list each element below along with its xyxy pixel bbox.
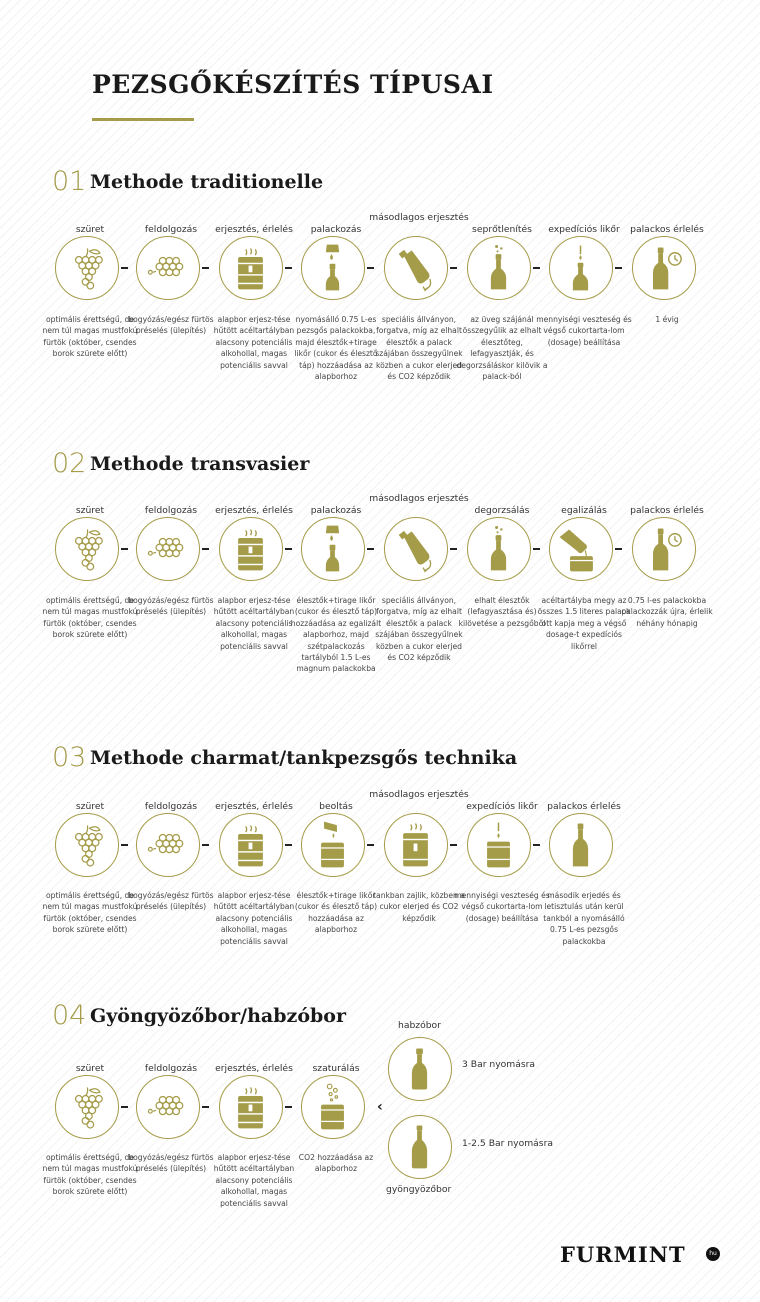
step-description: nyomásálló 0.75 L-es pezsgős palackokba, majd élesztők+tirage likőr (cukor és élesztő táp) hozzáadása az alapborhoz	[294, 315, 378, 382]
step-label: seprőtlenítés	[472, 224, 532, 235]
brand-suffix: hu	[706, 1247, 720, 1261]
step-description: második erjedés és letisztulás után kerül tankból a nyomásálló 0.75 L-es pezsgős palackokba	[543, 891, 625, 946]
step-connector	[285, 844, 292, 846]
step-description: 0.75 l-es palackokba palackozzák újra, érlelik néhány hónapig	[621, 596, 713, 628]
step-connector	[450, 844, 457, 846]
bottle-icon	[549, 813, 613, 877]
outcome-note: 3 Bar nyomásra	[462, 1059, 536, 1070]
step-description: alapbor erjesz-tése hűtött acéltartályban alacsony potenciális alkohollal, magas potenciális savval	[213, 596, 295, 651]
step-label: másodlagos erjesztés	[369, 212, 469, 223]
step-description: elhalt élesztők (lefagyasztása és) kilövetése a pezsgőből	[458, 596, 546, 628]
step-connector	[615, 267, 622, 269]
step-label: palackos érlelés	[630, 505, 704, 516]
step-label: palackozás	[310, 505, 362, 516]
step-description: optimális érettségű, de nem túl magas mustfokú fürtök (október, csendes borok szürete előtt)	[42, 596, 138, 640]
bottle-clock-icon	[632, 517, 696, 581]
step-connector	[121, 1106, 128, 1108]
step-description: mennyiségi veszteség és végső cukortarta-lom (dosage) beállítása	[536, 315, 632, 347]
section-title: Gyöngyözőbor/habzóbor	[90, 1005, 346, 1027]
step-connector	[202, 548, 209, 550]
dosage-tank-icon	[467, 813, 531, 877]
step-description: acéltartályba megy az összes 1.5 literes palack ott kapja meg a végső dosage-t expedíciós likőrrel	[537, 596, 631, 651]
step-description: CO2 hozzáadása az alapborhoz	[298, 1153, 374, 1174]
outcome-label: habzóbor	[398, 1020, 441, 1031]
step-description: optimális érettségű, de nem túl magas mustfokú fürtök (október, csendes borok szürete előtt)	[42, 315, 138, 359]
title-underline	[92, 118, 194, 121]
steel-tank-icon	[219, 1075, 283, 1139]
section-title: Methode charmat/tankpezsgős technika	[90, 747, 518, 769]
step-description: élesztők+tirage likőr (cukor és élesztő táp) hozzáadása az egalizált alapborhoz, majd szétpalackozás tartályból 1.5 L-es magnum palackokba	[290, 596, 382, 674]
step-connector	[450, 267, 457, 269]
inoculation-tank-icon	[301, 813, 365, 877]
pressed-grapes-icon	[136, 236, 200, 300]
grapes-icon	[55, 1075, 119, 1139]
step-connector	[121, 548, 128, 550]
rotating-bottle-icon	[384, 236, 448, 300]
step-label: szaturálás	[312, 1063, 360, 1074]
step-connector	[285, 267, 292, 269]
pressed-grapes-icon	[136, 1075, 200, 1139]
step-description: bogyózás/egész fürtös préselés (ülepítés)	[128, 1153, 214, 1174]
step-label: degorzsálás	[474, 505, 530, 516]
step-description: mennyiségi veszteség és végső cukortarta-lom (dosage) beállítása	[454, 891, 550, 923]
step-connector	[615, 548, 622, 550]
section-number: 04	[52, 1000, 87, 1031]
step-connector	[285, 548, 292, 550]
step-label: feldolgozás	[144, 224, 198, 235]
section-title: Methode transvasier	[90, 453, 310, 475]
step-description: az üveg szájánál összegyűlik az elhalt élesztőteg, lefagyasztják, és degorzsáláskor kilövik a palack-ból	[456, 315, 548, 382]
fermenting-tank-icon	[384, 813, 448, 877]
outcome-label: gyöngyözőbor	[386, 1184, 452, 1195]
step-description: optimális érettségű, de nem túl magas mustfokú fürtök (október, csendes borok szürete előtt)	[42, 891, 138, 935]
step-connector	[533, 267, 540, 269]
bottling-icon	[301, 517, 365, 581]
step-connector	[367, 548, 374, 550]
step-description: speciális állványon, forgatva, míg az elhalt élesztők a palack szájában összegyűlnek közben a cukor elerjed és CO2 képződik	[375, 596, 463, 663]
step-connector	[121, 844, 128, 846]
step-label: palackos érlelés	[630, 224, 704, 235]
disgorging-icon	[467, 517, 531, 581]
disgorging-icon	[467, 236, 531, 300]
step-connector	[285, 1106, 292, 1108]
grapes-icon	[55, 517, 119, 581]
outcome-note: 1-2.5 Bar nyomásra	[462, 1138, 553, 1149]
step-label: szüret	[75, 505, 105, 516]
step-description: alapbor erjesz-tése hűtött acéltartályban alacsony potenciális alkohollal, magas potenciális savval	[213, 1153, 295, 1208]
section-number: 01	[52, 166, 87, 197]
step-description: élesztők+tirage likőr (cukor és élesztő táp) hozzáadása az alapborhoz	[294, 891, 378, 935]
step-connector	[450, 548, 457, 550]
step-connector	[202, 1106, 209, 1108]
bottling-icon	[301, 236, 365, 300]
semi-sparkling-bottle-icon	[388, 1115, 452, 1179]
step-label: egalizálás	[561, 505, 607, 516]
step-description: 1 évig	[655, 315, 679, 324]
section-number: 03	[52, 742, 87, 773]
step-description: optimális érettségű, de nem túl magas mustfokú fürtök (október, csendes borok szürete előtt)	[42, 1153, 138, 1197]
step-label: erjesztés, érlelés	[215, 505, 293, 516]
rotating-bottle-icon	[384, 517, 448, 581]
step-description: bogyózás/egész fürtös préselés (ülepítés)	[128, 596, 214, 617]
step-description: bogyózás/egész fürtös préselés (ülepítés)	[128, 891, 214, 912]
steel-tank-icon	[219, 517, 283, 581]
step-label: erjesztés, érlelés	[215, 801, 293, 812]
step-label: palackozás	[310, 224, 362, 235]
brand-logo: FURMINT	[560, 1242, 686, 1267]
grapes-icon	[55, 813, 119, 877]
step-label: erjesztés, érlelés	[215, 224, 293, 235]
step-label: beoltás	[319, 801, 353, 812]
step-connector	[367, 844, 374, 846]
grapes-icon	[55, 236, 119, 300]
step-label: szüret	[75, 224, 105, 235]
bottle-clock-icon	[632, 236, 696, 300]
page-title: PEZSGŐKÉSZÍTÉS TÍPUSAI	[92, 70, 494, 99]
step-description: tankban zajlik, közben a cukor elerjed és CO2 képződik	[373, 891, 465, 923]
step-connector	[533, 548, 540, 550]
section-title: Methode traditionelle	[90, 171, 324, 193]
step-label: másodlagos erjesztés	[369, 493, 469, 504]
step-label: palackos érlelés	[547, 801, 621, 812]
step-label: feldolgozás	[144, 505, 198, 516]
steel-tank-icon	[219, 813, 283, 877]
step-label: erjesztés, érlelés	[215, 1063, 293, 1074]
step-label: feldolgozás	[144, 1063, 198, 1074]
step-connector	[121, 267, 128, 269]
pouring-bottle-icon	[549, 517, 613, 581]
chevron-left-icon: ‹	[377, 1099, 383, 1115]
step-description: bogyózás/egész fürtös préselés (ülepítés)	[128, 315, 214, 336]
step-label: szüret	[75, 1063, 105, 1074]
step-label: expedíciós likőr	[466, 801, 538, 812]
step-label: szüret	[75, 801, 105, 812]
step-label: expedíciós likőr	[548, 224, 620, 235]
pressed-grapes-icon	[136, 517, 200, 581]
section-number: 02	[52, 448, 87, 479]
step-connector	[202, 844, 209, 846]
pressed-grapes-icon	[136, 813, 200, 877]
dosage-bottle-icon	[549, 236, 613, 300]
step-description: alapbor erjesz-tése hűtött acéltartályban alacsony potenciális alkohollal, magas potenciális savval	[213, 315, 295, 370]
sparkling-bottle-icon	[388, 1037, 452, 1101]
step-connector	[367, 267, 374, 269]
step-description: alapbor erjesz-tése hűtött acéltartályban alacsony potenciális alkohollal, magas potenciális savval	[213, 891, 295, 946]
step-label: feldolgozás	[144, 801, 198, 812]
steel-tank-icon	[219, 236, 283, 300]
step-connector	[533, 844, 540, 846]
step-connector	[202, 267, 209, 269]
carbonation-tank-icon	[301, 1075, 365, 1139]
step-label: másodlagos erjesztés	[369, 789, 469, 800]
step-description: speciális állványon, forgatva, míg az elhalt élesztők a palack szájában összegyűlnek közben a cukor elerjed és CO2 képződik	[375, 315, 463, 382]
